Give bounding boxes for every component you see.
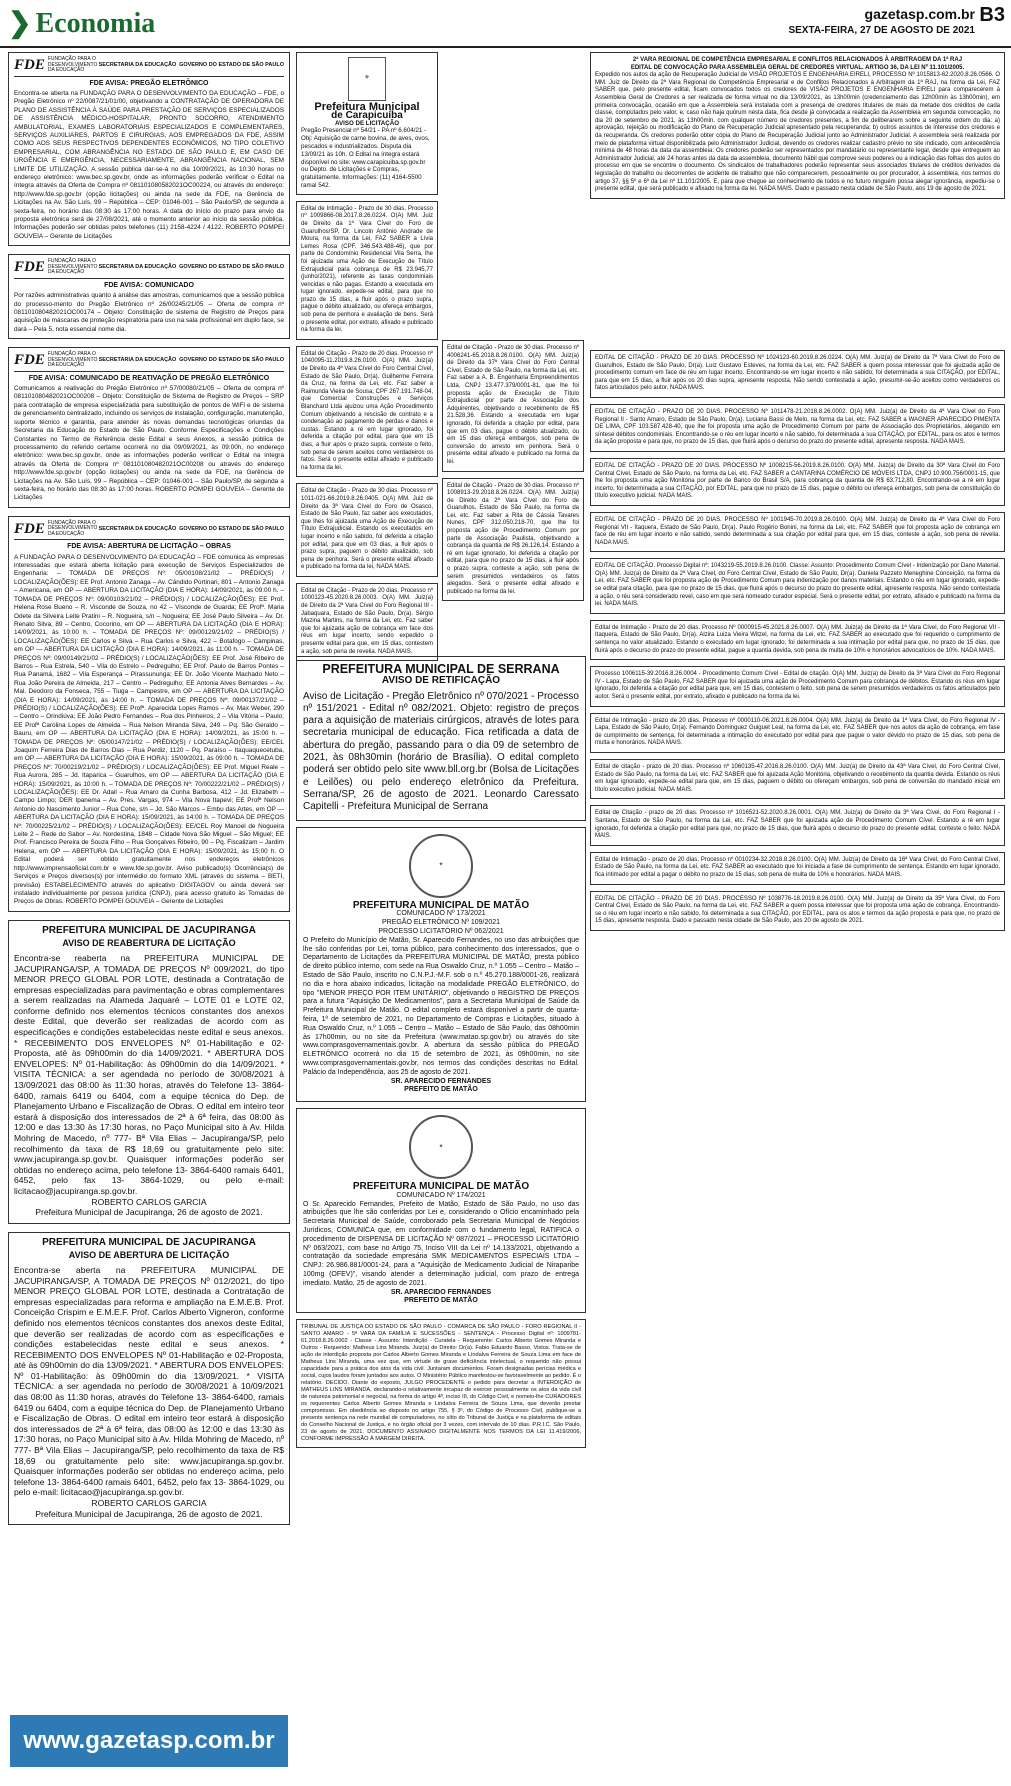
secretaria-label: SECRETARIA DA EDUCAÇÃO [98, 526, 177, 532]
notice-role: PREFEITO DE MATÃO [404, 1297, 478, 1305]
carapicuiba-notice [296, 52, 438, 195]
column-fde [8, 52, 290, 1712]
legal-notice: Edital de Intimação - Prazo de 30 dias. Processo nº 1009866-08.2017.8.26.0224. O(A) MM. Juiz de Direito da 1ª Vara Cível do Foro de Guarulhos/SP, Dr. Lincoln Antônio Andrade de Moura, na forma da Lei, FAZ SABER a Lívia Lemes Rosa (CPF. 346.543.488-46), que por parte de Condomínio Residencial Vila Serra, lhe foi ajuizada uma Ação de Execução de Título Extrajudicial para cobrança de R$ 23.945,77 (junho/2021), referente às taxas condominiais vencidas e não pagas. Estando a executada em lugar ignorado, expede-se edital, para que no prazo de 15 dias, a fluir após o prazo supra, pague o débito atualizado, ou ofereça embargos, sob pena de penhora e avaliação de bens. Será o presente edital, por extrato, afixado e publicado na forma da lei. [296, 201, 438, 340]
notice-role: PREFEITO DE MATÃO [404, 1086, 478, 1094]
legal-notice: EDITAL DE CITAÇÃO. Processo Digital nº: 1043219-55.2019.8.26.0100. Classe: Assunto: Procedimento Comum Cível - Indenização por Dano Material. O(A) MM. Juiz(a) de Direito da 2ª Vara Cível, do Foro Central Cível, Estado de São Paulo, Dr(a). Daniela Pazzeto Meneghine Conceição, na forma da Lei, etc. FAZ SABER que foi proposta ação de Procedimento Comum para indenização por danos materiais. Estando o réu em lugar ignorado, expede-se edital para citação, para que no prazo de 15 dias, que fluirá após o decurso do prazo do presente edital, apresente resposta. Não sendo contestada a ação, o réu será considerado revel, caso em que será nomeado curador especial. Será o presente edital, por extrato, afixado e publicado na forma da lei. NADA MAIS. [590, 558, 1005, 614]
legal-notice: EDITAL DE CITAÇÃO - PRAZO DE 20 DIAS. PROCESSO Nº 1038776-18.2019.8.26.0100. O(A) MM. Juiz(a) de Direito da 35ª Vara Cível, do Foro Central Cível, Estado de São Paulo, na forma da Lei, etc. FAZ SABER a quem possa interessar que foi proposta uma ação de cobrança. Encontrando-se o réu em lugar incerto e não sabido, foi determinada a sua CITAÇÃO, por EDITAL, para os atos e termos da ação proposta e para que, no prazo de 15 dias, apresente resposta. Dado e passado nesta cidade de São Paulo, aos 20 de agosto de 2021. [590, 891, 1005, 931]
notice-body: Aviso de Licitação - Pregão Eletrônico nº 070/2021 - Processo nº 151/2021 - Edital nº 082/2021. Objeto: registro de preços para a aquisição de materiais cirúrgicos, através de lotes para secretaria municipal de educação. Fica retificada a data de abertura do pregão, passando para o dia 09 de setembro de 2021, às 08h30min (horário de Brasília). O edital completo poderá ser obtido pelo site www.bll.org.br (Bolsa de Licitações e Leilões) ou pelo endereço eletrônico da Prefeitura. Serrana/SP, 26 de agosto de 2021. Leonardo Caressato Capitelli - Prefeitura Municipal de Serrana [303, 690, 579, 813]
notice-subtitle: EDITAL DE CONVOCAÇÃO PARA ASSEMBLEIA GERAL DE CREDORES VIRTUAL. ARTIGO 36, DA LEI Nº 11.101/2005. [630, 64, 965, 71]
governo-label: GOVERNO DO ESTADO DE SÃO PAULO [179, 526, 284, 532]
matao-notice [296, 827, 586, 1103]
notice-body: A FUNDAÇÃO PARA O DESENVOLVIMENTO DA EDUCAÇÃO – FDE comunica às empresas interessadas que estará aberta licitação para execução de Serviços Especializados de Engenharia: – TOMADA DE PREÇOS Nº: 05/00108/21/02 – PRÉDIO(S) / LOCALIZAÇÃO(ÕES): EE Prof. Antonio Zanaga – Av. Cândido Portinari, 801 – Antonio Zanaga – Americana, em OP — ABERTURA DA LICITAÇÃO (DIA E HORA): 14/09/2021, às 09:00 h. – TOMADA DE PREÇOS Nº: 09/00103/21/02 – PRÉDIO(S) / LOCALIZAÇÃO(ÕES): EE Prof. Helena Rose Bueno – R. Visconde de Souza, no 42 – Visconde de Guarda; EE Profª. Maria Odete da Silveira Leite Pratini – R. Nogueira, s/n – Nogueira; EE José Paulo Silveira – Av. Dr. Renato Silva, 89 – Centro, Cocorino, em OP — ABERTURA DA LICITAÇÃO (DIA E HORA): 14/09/2021, às 10:00 h. – TOMADA DE PREÇOS Nº: 09/00129/21/02 – PRÉDIO(S) / LOCALIZAÇÃO(ÕES): EE Carlos e Silva – Rua Carlos e Silva, 422 – Botafogo – Campinas, em OP — ABERTURA DA LICITAÇÃO (DIA E HORA): 14/09/2021, às 11:00 h. – TOMADA DE PREÇOS Nº: 09/00149/21/02 – PRÉDIO(S) / LOCALIZAÇÃO(ÕES): EE Prof. José Ribeiro de Barros – Rua Estrela, 540 – Vila do Estrelo – Pedregulho; EE Prof. Paulo de Barros Pontes – Rua Panamá, 1682 – Vila Esperança – Pirassununga; EE Dr. João Vicente Machado Neto – Rua João Pereira de Almeida, 217 – Centro – Pedregulho; EE Antonia Alves Bernardes – Av. Mal. Deodoro da Fonseca, 755 – Tiuga – Campestre, em OP — ABERTURA DA LICITAÇÃO (DIA E HORA): 14/09/2021, às 14:00 h. – TOMADA DE PREÇOS Nº: 09/00137/21/02 – PRÉDIO(S) / LOCALIZAÇÃO(ÕES): EE Profª. Aparecida Lopes Ramos – Av. Max Weber, 290 – Centro – Orindiúva; EE João Pedro Fernandes – Rua dos Pinheiros, 2 – Vila Vitória – Paulo; EE Profª Carolina Lopes de Almeida – Rua Nelson Miranda Silva, 249 – Pq. São Geraldo – Bauru, em OP — ABERTURA DA LICITAÇÃO (DIA E HORA): 14/09/2021, às 15:00 h. – TOMADA DE PREÇOS Nº: 05/00147/21/02 – PRÉDIO(S) / LOCALIZAÇÃO(ÕES): EE/CEL Joaquim Ferreira Dias de Barros Dias – Rua Perdiz, 1120 – Pq. Paraíso – Itaquaquecetuba, em OP — ABERTURA DA LICITAÇÃO (DIA E HORA): 15/09/2021, às 09:00 h. – TOMADA DE PREÇOS Nº: 70/00219/21/02 – PRÉDIO(S) / LOCALIZAÇÃO(ÕES): EE Prof. Miguel Reale – Rua Aurora, 285 – Jd. Itaparica – Guarulhos, em OP — ABERTURA DA LICITAÇÃO (DIA E HORA): 15/09/2021, às 10:00 h. – TOMADA DE PREÇOS Nº: 70/00222/21/02 – PRÉDIO(S) / LOCALIZAÇÃO(ÕES): EE Dr. Adail – Rua Amaro da Cunha Barbosa, 412 – Jd. Elizabeth – Campo Limpo; DER Ipanema – Av. Pres. Vargas, 974 – Vila Nova Itapevi; EE Profª Nelson Antonio do Nascimento Junior – Rua Cohe, s/n – Jd. São Marcos – Embu das Artes, em OP — ABERTURA DA LICITAÇÃO (DIA E HORA): 15/09/2021, às 14:00 h. – TOMADA DE PREÇOS Nº: 70/00225/21/02 – PRÉDIO(S) / LOCALIZAÇÃO(ÕES): EE/CEL Roy Manoel de Nogueira Leite 2 – Rede do Sabor – Av. Nordestina, 1848 – Cidade Nova São Miguel – São Miguel; EE Prof. Francisco Pereira de Souza Filho – Rua Gonçalves Ribeiro, 90 – Pq. Fiscalizam – Jardim Helena, em OP — ABERTURA DA LICITAÇÃO (DIA E HORA): 15/09/2021, às 15:00 h. O Edital poderá ser obtido gratuitamente nos endereços eletrônicos http://www.imprensaoficial.com.br e www.fde.sp.gov.br. Aviso publicado(s) Ocorrência(s) de Serviços e Preços diversos(s) por intermédio do formato XML (através do sistema – BETI, previsão) ESTABELECIMENTO através do aplicativo DIGITAGOV ou ainda deverá ser instalado individualmente por pessoa jurídica (CNPJ), para acesso gratuito às Tomadas de Preços de Obras. ROBERTO POMPEI GOUVEIA – Gerente de Licitações [14, 553, 284, 906]
legal-notice: EDITAL DE CITAÇÃO - PRAZO DE 20 DIAS. PROCESSO Nº 1008215-56.2019.8.26.0100. O(A) MM. Juiz(a) de Direito da 30ª Vara Cível do Foro Central Cível, Estado de São Paulo, na forma da Lei, etc. FAZ SABER a CANTARINA COMÉRCIO DE MÓVEIS LTDA, CNPJ 10.900.756/0001-15, que lhe foi proposta uma ação Monitória por parte de Banco do Brasil S/A, para cobrança da quantia de R$ 63.712,80. Encontrando-se a ré em lugar incerto, foi determinada a sua CITAÇÃO, por EDITAL, para que no prazo de 15 dias, pague o débito ou ofereça embargos, sob pena de constituição do título executivo judicial. NADA MAIS. [590, 458, 1005, 506]
column-center [296, 656, 586, 1776]
fde-notice [8, 52, 290, 246]
jacupiranga-notice [8, 920, 290, 1224]
page-number: B3 [979, 4, 1005, 26]
fde-logo: FDE [14, 352, 45, 369]
carapicuiba-crest-icon: ⚜ [348, 57, 386, 101]
notice-title: FDE AVISA: PREGÃO ELETRÔNICO [89, 79, 209, 87]
chevron-right-icon: ❯ [8, 8, 32, 39]
notice-body: Encontra-se reaberta na PREFEITURA MUNICIPAL DE JACUPIRANGA/SP, A TOMADA DE PREÇOS Nº 009/2021, do tipo MENOR PREÇO GLOBAL POR LOTE, destinada a Contratação de empresas especializadas para pavimentação e obras complementares a serem realizadas na Alameda Jaquaré – LOTE 01 e LOTE 02, conforme definido nos elementos técnicos constantes dos anexos deste Edital, que deverão ser realizadas de acordo com as especificações e condições estabelecidas neste edital e seus anexos. * RECEBIMENTO DOS ENVELOPES Nº 01-Habilitação e 02-Proposta, até às 09h00min do dia 14/09/2021. * ABERTURA DOS ENVELOPES: Nº 01-Habilitação: às 09h00min do dia 14/09/2021. * VISITA TÉCNICA: a ser agendada no período de 30/08/2021 à 13/09/2021 das 08:00 às 11:30 horas, através do Telefone 13- 3864-6400, ramais 6419 ou 6404, com a equipe técnica do Dep. de Planejamento Urbano e Fiscalização de Obras. O edital em inteiro teor estará à disposição dos interessados de 2ª à 6ª feira, das 08:00 às 12:00 e das 13:30 às 17:30 horas, no Paço Municipal sito à Av. Hilda Mohring de Macedo, nº 777- Bª Vila Elias – Jacupiranga/SP, pelo recolhimento da taxa de R$ 18,69 ou gratuitamente pelo site: www.jacupiranga.sp.gov.br. Quaisquer informações poderão ser obtidas no endereço acima, pelo telefone 13- 3864-6400 ramais 6401, 6452, pelo fax 13- 3864-1029, ou pelo e-mail: licitacao@jacupiranga.sp.gov.br. [14, 952, 284, 1196]
matao-seal-icon: ✦ [409, 834, 473, 898]
legal-notice: EDITAL DE CITAÇÃO - PRAZO DE 20 DIAS. PROCESSO Nº 1011478-21.2018.8.26.0002. O(A) MM. Juiz(a) de Direito da 4ª Vara Cível do Foro Regional II - Santo Amaro, Estado de São Paulo, Dr(a). Luciana Bassi de Melo, na forma da Lei, etc. FAZ SABER a WAGNER APARECIDO PIMENTA DE LIMA, CPF 103.587.428-40, que lhe foi proposta uma ação de Procedimento Comum por parte de Associação dos Proprietários, alegando em síntese débitos condominiais. Encontrando-se o réu em lugar incerto e não sabido, foi determinada a sua CITAÇÃO, por EDITAL, para os atos e termos da ação proposta e para que, no prazo de 15 dias, que fluirá após o decurso do prazo do presente edital, apresente resposta. NADA MAIS. [590, 404, 1005, 452]
notice-subtitle: AVISO DE RETIFICAÇÃO [381, 675, 501, 687]
fde-logo-row [14, 352, 284, 372]
governo-label: GOVERNO DO ESTADO DE SÃO PAULO [179, 357, 284, 364]
notice-body: O Sr. Aparecido Fernandes, Prefeito de Matão, Estado de São Paulo, no uso das atribuições que lhe são conferidas por Lei e, considerando o Ofício encaminhado pela Secretaria Municipal de Saúde, corroborado pela Secretaria Municipal de Negócios Jurídicos, COMUNICA que, em conformidade com o fundamento legal, RATIFICA o procedimento de DISPENSA DE LICITAÇÃO Nº 087/2021 – PROCESSO LICITATÓRIO Nº 063/2021, com base no Artigo 75, Inciso VIII da Lei nº 14.133/2021, objetivando a contratação da sociedade empresária SMK MEDICAMENTOS ESPECIAIS LTDA – CNPJ: 26.986.881/0001-24, para a "Aquisição de Medicamento Judicial de Niraparibe 100mg (OFEV)", visando atender a determinação judicial, com prazo de entrega imediato. Matão, 25 de agosto de 2021. [303, 1200, 579, 1287]
jacupiranga-notice [8, 1232, 290, 1525]
column-right [590, 350, 1005, 1776]
site-banner[interactable]: www.gazetasp.com.br [10, 1715, 288, 1767]
page-header [0, 0, 1011, 48]
matao-seal-icon: ✦ [409, 1115, 473, 1179]
notice-title: PREFEITURA MUNICIPAL DE SERRANA [322, 662, 560, 676]
governo-label: GOVERNO DO ESTADO DE SÃO PAULO [179, 62, 284, 69]
notice-title: PREFEITURA MUNICIPAL DE MATÃO [352, 899, 530, 911]
fde-logo-sub: FUNDAÇÃO PARA O DESENVOLVIMENTO DA EDUCAÇÃO [47, 56, 98, 73]
fde-logo: FDE [14, 57, 45, 74]
legal-notice: Edital de Citação - prazo de 20 dias. Processo nº 1016521-52.2020.8.26.0001. O(A) MM. Juiz(a) de Direito da 3ª Vara Cível, do Foro Regional I - Santana, Estado de São Paulo, na forma da Lei, etc. FAZ SABER que foi ajuizada ação de Procedimento Comum Cível. Estando a ré em lugar ignorado, foi deferida a citação por edital para que, no prazo de 15 dias, que fluirá após o decurso do prazo do presente edital, conteste o feito. NADA MAIS. [590, 805, 1005, 845]
notice-title: 2ª VARA REGIONAL DE COMPETÊNCIA EMPRESARIAL E CONFLITOS RELACIONADOS À ARBITRAGEM DA 1ª RAJ [632, 57, 963, 63]
notice-title: PREFEITURA MUNICIPAL DE MATÃO [352, 1181, 530, 1193]
fde-notice [8, 254, 290, 339]
notice-title: FDE AVISA: COMUNICADO [104, 281, 194, 289]
notice-body: O Prefeito do Município de Matão, Sr. Aparecido Fernandes, no uso das atribuições que lhe são conferidas por Lei, torna público, para conhecimento dos interessados, que o Departamento de Licitações da PREFEITURA MUNICIPAL DE MATÃO, presta público de direito público interno, com sede na Rua Oswaldo Cruz, n.º 1.055 – Centro – Matão – Estado de São Paulo, inscrito no C.N.P.J.-M.F. sob o n.º 45.270.188/0001-26, realizará no dia e hora abaixo indicados, licitação na modalidade PREGÃO ELETRÔNICO, do tipo "MENOR PREÇO POR ITEM UNITÁRIO", objetivando o REGISTRO DE PREÇOS para a futura "Aquisição De Medicamentos", para a Secretaria Municipal de Saúde da Prefeitura Municipal de Matão. O edital completo estará disponível a partir de quarta-feira, 1º de setembro de 2021, no Departamento de Compras e Licitações, situado à Rua Oswaldo Cruz, n.º 1.055 – Centro – Matão – Estado de São Paulo, das 08h00min às 17h00min, ou no site da Prefeitura (www.matao.sp.gov.br) ou através do site www.comprasgovernamentais.gov.br. A abertura da sessão pública do PREGÃO ELETRÔNICO ocorrerá no dia 15 de setembro de 2021, às 09h00min, no site www.comprasgovernamentais.gov.br, nos termos das condições descritas no Edital. Palácio da Independência, aos 25 de agosto de 2021. [303, 936, 579, 1076]
legal-notice: Processo 1006115-39.2016.8.26.0004 - Procedimento Comum Cível - Edital de citação. O(A) MM. Juiz(a) de Direito da 3ª Vara Cível do Foro Regional IV - Lapa, Estado de São Paulo, FAZ SABER que foi ajuizada uma ação de Procedimento Comum para cobrança de débitos. Estando os réus em lugar ignorado, foi deferida a citação por edital para que, em 15 dias, contestem o feito, sob pena de serem presumidos verdadeiros os fatos articulados pelo autor. Será o presente edital, por extrato, afixado e publicado na forma da lei. [590, 666, 1005, 706]
legal-notice: Edital de Intimação - prazo de 20 dias. Processo nº 0000110-06.2021.8.26.0004. O(A) MM. Juiz(a) de Direito da 1ª Vara Cível, do Foro Regional IV - Lapa, Estado de São Paulo, Dr(a). Fernando Dominguez Guiguet Leal, na forma da Lei, etc. FAZ SABER que nos autos da ação de cobrança, em fase de cumprimento de sentença, foi determinada a intimação do executado por edital para que pague o valor devido no prazo de 15 dias, sob pena de multa e honorários. NADA MAIS. [590, 713, 1005, 753]
notice-sub-1: COMUNICADO Nº 174/2021 [396, 1191, 486, 1199]
notice-signer: SR. APARECIDO FERNANDES [390, 1077, 492, 1085]
fde-logo-sub: FUNDAÇÃO PARA O DESENVOLVIMENTO DA EDUCAÇÃO [47, 351, 98, 369]
legal-notice: Edital de citação - prazo de 20 dias. Processo nº 1060135-47.2016.8.26.0100. O(A) MM. Juiz(a) de Direito da 43ª Vara Cível, do Foro Central Cível, Estado de São Paulo, na forma da Lei, etc. FAZ SABER que foi ajuizada Ação Monitória, objetivando o recebimento da quantia devida. Estando os réus em lugar ignorado, expede-se edital para que, em 15 dias, paguem o débito ou ofereçam embargos, sob pena de conversão do mandado inicial em título executivo judicial. NADA MAIS. [590, 759, 1005, 799]
fde-logo-row [14, 57, 284, 77]
fde-logo: FDE [14, 520, 45, 537]
governo-label: GOVERNO DO ESTADO DE SÃO PAULO [179, 264, 284, 271]
notice-subtitle: AVISO DE REABERTURA DE LICITAÇÃO [62, 938, 236, 949]
legal-notice: Edital de Citação - Prazo de 20 dias. Processo nº 1040095-11.2019.8.26.0100. O(A) MM. Juiz(a) de Direito da 4ª Vara Cível do Foro Central Cível, Estado de São Paulo, Dr(a). Guilherme Ferreira da Cruz, na forma da Lei, etc. Faz saber a Raimunda Vieira de Sousa, CPF 267.191.748-04, que Comercial Construções e Serviços Blanchard Ltda ajuizou uma Ação Procedimento Comum objetivando a rescisão de contrato e a condenação ao pagamento de perdas e danos e custas. Estando a ré em lugar ignorado, foi deferida a citação por edital, para que em 15 dias, a fluir após o prazo supra, conteste o feito, sob pena de serem aceitos como verdadeiros os fatos. Será o presente edital afixado e publicado na forma da lei. [296, 346, 438, 478]
fde-logo-row [14, 521, 284, 541]
secretaria-label: SECRETARIA DA EDUCAÇÃO [98, 62, 177, 69]
notice-footer: Prefeitura Municipal de Jacupiranga, 26 de agosto de 2021. [35, 1508, 263, 1519]
site-url[interactable]: gazetasp.com.br [864, 6, 975, 22]
notice-sub-1: COMUNICADO Nº 173/2021 [396, 910, 486, 918]
notice-sub-2: PREGÃO ELETRÔNICO Nº 109/2021 [381, 919, 501, 927]
secretaria-label: SECRETARIA DA EDUCAÇÃO [98, 264, 177, 271]
notice-signer: ROBERTO CARLOS GARCIA [91, 1498, 207, 1508]
legal-notice: EDITAL DE CITAÇÃO - PRAZO DE 20 DIAS. PROCESSO Nº 1001945-70.2019.8.26.0100. O(A) MM. Juiz(a) de Direito da 4ª Vara Cível do Foro Regional VII - Itaquera, Estado de São Paulo, Dr(a). Paulo Rogério Bonini, na forma da Lei, etc. FAZ SABER que foi proposta ação de cobrança em face de réu em lugar incerto e não sabido, sendo determinada a sua citação por edital para que, em 15 dias, conteste a ação, sob pena de revelia. NADA MAIS. [590, 512, 1005, 552]
notice-subtitle: AVISO DE LICITAÇÃO [334, 119, 400, 127]
section-title [8, 6, 155, 40]
column-vara [590, 52, 1005, 342]
notice-body: Encontra-se aberta na PREFEITURA MUNICIPAL DE JACUPIRANGA/SP, A TOMADA DE PREÇOS Nº 012/2021, do tipo MENOR PREÇO GLOBAL POR LOTE, destinada a Contratação de empresas especializadas para reforma e ampliação na E.M.E.B. Prof. Conceição Crispim e E.M.E.F. Prof. Carlos Alberto Vigneron, conforme definido nos elementos técnicos constantes dos anexos deste Edital, que deverão ser realizadas de acordo com as especificações e condições estabelecidas neste edital e seus anexos. * RECEBIMENTO DOS ENVELOPES Nº 01-Habilitação e 02-Proposta, até às 09h00min do dia 13/09/2021. * ABERTURA DOS ENVELOPES: Nº 01-Habilitação: às 09h00min do dia 13/09/2021. * VISITA TÉCNICA: a ser agendada no período de 30/08/2021 à 10/09/2021 das 08:00 às 11:30 horas, através do Telefone 13- 3864-6400, ramais 6419 ou 6404, com a equipe técnica do Dep. de Planejamento Urbano e Fiscalização de Obras. O edital em inteiro teor estará à disposição dos interessados de 2ª à 6ª feira, das 08:00 às 12:00 e das 13:30 às 17:30 horas, no Paço Municipal sito à Av. Hilda Mohring de Macedo, nº 777- Bª Vila Elias – Jacupiranga/SP, pelo recolhimento da taxa de R$ 18,69 ou gratuitamente pelo site: www.jacupiranga.sp.gov.br. Quaisquer informações poderão ser obtidas no endereço acima, pelo telefone 13- 3864-6400 ramais 6401, 6452, pelo fax 13- 3864-1029, ou pelo e-mail: licitacao@jacupiranga.sp.gov.br. [14, 1264, 284, 1498]
tribunal-notice: TRIBUNAL DE JUSTIÇA DO ESTADO DE SÃO PAULO - COMARCA DE SÃO PAULO - FORO REGIONAL II - SANTO AMARO - 5ª VARA DA FAMÍLIA E SUCESSÕES - SENTENÇA - Processo Digital nº: 1009781-61.2018.8.26.0002 - Classe - Assunto: Interdição - Curatela - Requerente: Carlos Alberto Gomes Miranda e Outros - Requerido: Matheus Lins Miranda. Juiz(a) de Direito: Dr(a). Fabio Eduardo Basso. Vistos. Trata-se de ação de interdição proposta por Carlos Alberto Gomes Miranda e Lindalva Ferreira de Souza Lima em face de Matheus Lins Miranda, uma vez que, em virtude de grave deficiência intelectual, o requerido não possui capacidade para a prática dos atos da vida civil. Juntaram documentos. Foram designadas perícias médica e social, cujos laudos foram juntados aos autos. O Ministério Público manifestou-se favoravelmente ao pedido. É o relatório. DECIDO. Diante do exposto, JULGO PROCEDENTE o pedido para decretar a INTERDIÇÃO de MATHEUS LINS MIRANDA, declarando-o relativamente incapaz de exercer pessoalmente os atos da vida civil de natureza patrimonial e negocial, na forma do artigo 4º, inciso III, do Código Civil, e nomeio-lhe CURADORES os requerentes Carlos Alberto Gomes Miranda e Lindalva Ferreira de Souza Lima, que deverão prestar compromisso. Em obediência ao disposto no artigo 755, § 3º, do Código de Processo Civil, publique-se a presente sentença na rede mundial de computadores, no sítio do Tribunal de Justiça e na plataforma de editais do Conselho Nacional de Justiça, e no órgão oficial por 3 vezes, com intervalo de 10 dias. P.R.I.C. São Paulo, 23 de agosto de 2021. DOCUMENTO ASSINADO DIGITALMENTE NOS TERMOS DA LEI 11.419/2006, CONFORME IMPRESSÃO À MARGEM DIREITA. [296, 1319, 586, 1448]
notice-title: PREFEITURA MUNICIPAL DE JACUPIRANGA [42, 1236, 256, 1248]
section-label: Economia [35, 8, 156, 39]
vara-notice [590, 52, 1005, 199]
matao-notice [296, 1108, 586, 1313]
legal-notice: Edital de Citação - Prazo de 30 dias. Processo nº 1011-021-66.2019.8.26.0405. O(A) MM. Juiz de Direito da 3ª Vara Cível do Foro de Osasco, Estado de São Paulo, faz saber aos executados, que lhes foi ajuizada uma Ação de Execução de Título Extrajudicial. Estando os executados em lugar incerto e não sabido, foi deferida a citação por edital, para que em 03 dias, a fluir após o prazo supra, paguem o débito atualizado, sob pena de penhora. Será o presente edital afixado e publicado na forma da lei, NADA MAIS. [296, 483, 438, 577]
notice-body: Encontra-se aberta na FUNDAÇÃO PARA O DESENVOLVIMENTO DA EDUCAÇÃO – FDE, o Pregão Eletrônico nº 22/0087/21/01/00, objetivando a CONTRATAÇÃO DE OPERADORA DE PLANO DE ASSISTÊNCIA À SAÚDE PARA PRESTAÇÃO DE SERVIÇOS ESPECIALIZADOS DE ASSISTÊNCIA MÉDICO-HOSPITALAR, PRONTO SOCORRO, ATENDIMENTO AMBULATORIAL, EXAMES LABORATORIAIS ESPECIALIZADOS E COMPLEMENTARES, SERVIÇOS AUXILIARES, PARTOS E CIRURGIAS, AOS EMPREGADOS DA FDE, ASSIM COMO AOS SEUS RESPECTIVOS DEPENDENTES ECONÔMICOS, NO TIPO COLETIVO EMPRESARIAL, COM ABRANGÊNCIA NO ESTADO DE SÃO PAULO E, EM CASO DE URGÊNCIA E EMERGÊNCIA, NECESSARIAMENTE, ABRANGÊNCIA NACIONAL, SEM LIMITE DE UTILIZAÇÃO. A sessão pública dar-se-á no dia 10/09/2021, às 10:30 horas no endereço eletrônico: www.bec.sp.gov.br, onde as informações poderão verificar o Edital na íntegra através da Oferta de Compra nº 081101080582021OC00224, ou através do endereço: http://www.fde.sp.gov.br (opção licitações) ou ainda na sede da FDE, na Gerência de Licitações na Av. São Luís, 99 – República – CEP: 01046-001 – São Paulo/SP, de segunda a sexta-feira, no horário das 08:30 às 17:00 horas. A data do início do prazo para envio da proposta eletrônica será de 27/08/2021, até o momento anterior ao início da sessão pública. Informações poderão ser obtidas pelos telefones (11) 2158-4224 / 4122. ROBERTO POMPEI GOUVEIA – Gerente de Licitações [14, 89, 284, 240]
legal-notice: EDITAL DE CITAÇÃO - PRAZO DE 20 DIAS. PROCESSO Nº 1024123-60.2019.8.26.0224. O(A) MM. Juiz(a) de Direito da 7ª Vara Cível do Foro de Guarulhos, Estado de São Paulo, Dr(a). Luiz Gustavo Esteves, na forma da Lei, etc. FAZ SABER a quem possa interessar que foi ajuizada ação de procedimento comum em face de réu em lugar incerto. Encontrando-se em lugar incerto e não sabido, foi determinada a sua CITAÇÃO, por EDITAL, para que em 15 dias, a fluir após os 20 dias supra, apresente resposta. Não sendo contestada a ação, presumir-se-ão aceitos como verdadeiros os fatos articulados pelo autor. NADA MAIS. [590, 350, 1005, 398]
notice-title: FDE AVISA: ABERTURA DE LICITAÇÃO – OBRAS [67, 543, 231, 551]
legal-notice: Edital de Citação - Prazo de 20 dias. Processo nº 1000123-45.2020.8.26.0003. O(A) MM. Juiz(a) de Direito da 2ª Vara Cível do Foro Regional III - Jabaquara, Estado de São Paulo, Dr(a). Sérgio Mazina Martins, na forma da Lei, etc. Faz saber que foi ajuizada ação de cobrança em face dos réus em lugar incerto, sendo expedido o presente edital para que, em 15 dias, contestem a ação, sob pena de revelia. NADA MAIS. [296, 583, 438, 661]
legal-notice: Edital de Intimação - Prazo de 20 dias. Processo Nº 0000915-45.2021.8.26.0007. O(A) MM. Juiz(a) de Direito da 1ª Vara Cível, do Foro Regional VII - Itaquera, Estado de São Paulo, Dr(a). Alzira Luiza Vieira Witzel, na forma da Lei, etc. FAZ SABER ao executado que foi requerido o cumprimento de sentença no valor atualizado. Estando o executado em lugar ignorado, foi determinada a sua intimação por edital para que, no prazo de 15 dias, que fluirá após o decurso do prazo do presente edital, pague a quantia devida, sob pena de multa de 10% e honorários advocatícios de 10%. NADA MAIS. [590, 620, 1005, 660]
issue-date: SEXTA-FEIRA, 27 DE AGOSTO DE 2021 [788, 25, 975, 36]
notice-footer: Prefeitura Municipal de Jacupiranga, 26 de agosto de 2021. [35, 1207, 263, 1218]
fde-logo: FDE [14, 259, 45, 276]
notice-title: Prefeitura Municipal [314, 101, 420, 113]
serrana-notice [296, 656, 586, 821]
notice-body: Pregão Presencial nº 54/21 - PA nº 6.604/21 - Obj: Aquisição de carne bovina, de aves, ovos, pescados e industrializados. Disputa dia 13/09/21 às 10h. O Edital na íntegra estará disponível no site: www.carapicuiba.sp.gov.br ou Depto. de Licitações e Compras, gratuitamente. Informações: (11) 4164-5500 ramal 542. [301, 127, 430, 189]
legal-notice: Edital de Citação - Prazo de 30 dias. Processo nº 4006241-65.2018.8.26.0100. O(A) MM. Juiz(a) de Direito da 37ª Vara Cível do Foro Central Cível, Estado de São Paulo, na forma da Lei, etc. Faz saber a A. B. Engenharia Empreendimentos Ltda, CNPJ 13.477.379/0001-81, que lhe foi proposta ação de Execução de Título Extrajudicial por parte de Associação dos Adquirentes, objetivando o recebimento de R$ 21.528,36. Estando a executada em lugar ignorado, foi deferida a citação por edital, para que em 03 dias, pague o débito atualizado, ou em 15 dias ofereça embargos, sob pena de conversão do arresto em penhora. Será o presente edital afixado e publicado na forma da lei. [442, 340, 584, 472]
fde-logo-sub: FUNDAÇÃO PARA O DESENVOLVIMENTO DA EDUCAÇÃO [47, 258, 98, 276]
notice-title: PREFEITURA MUNICIPAL DE JACUPIRANGA [42, 924, 256, 936]
secretaria-label: SECRETARIA DA EDUCAÇÃO [98, 357, 177, 364]
fde-logo-sub: FUNDAÇÃO PARA O DESENVOLVIMENTO DA EDUCAÇÃO [47, 519, 98, 537]
legal-notice: Edital de Intimação - prazo de 20 dias. Processo nº 0010234-32.2018.8.26.0100. O(A) MM. Juiz(a) de Direito da 16ª Vara Cível, do Foro Central Cível, Estado de São Paulo, na forma da Lei, etc. FAZ SABER ao executado que foi iniciada a fase de cumprimento de sentença. Estando em lugar ignorado, fica intimado por edital a pagar o débito no prazo de 15 dias, sob pena de multa de 10% e honorários. NADA MAIS. [590, 852, 1005, 885]
fde-notice [8, 516, 290, 912]
fde-notice [8, 347, 290, 508]
notice-body: Por razões administrativas quanto à análise das amostras, comunicamos que a sessão pública do processo-mento do Pregão Eletrônico nº 26/00245/21/05 – Oferta de compra nº 081101080482021OC00174 – Objeto: Constituição de sistema de Registro de Preços para aquisição de máscaras de proteção respiratória para uso na sala profissional em duplo face, se dará – Pela 5, nota essencial nome dia. [14, 292, 284, 333]
notice-signer: SR. APARECIDO FERNANDES [390, 1288, 492, 1296]
notice-sub-3: PROCESSO LICITATÓRIO Nº 062/2021 [378, 927, 504, 935]
notice-body: Comunicamos a reativação do Pregão Eletrônico nº 57/00080/21/05 – Oferta de compra nº 081101080482021OC00208 – Objeto: Constituição de Sistema de Registro de Preços – SRP para contratação de empresa especializada para substituição de pontos de WiFi e de sistema de gerenciamento centralizado, incluindo os serviços de instalação, configuração, manutenção, suporte técnico e garantia, para atender às novas demandas tecnológicas oriundas da Secretaria da Educação do Estado de São Paulo. Conforme Especificações e Condições Constantes no Termo de Referência deste Edital e seus Anexos, a sessão pública de processamento do referido certame ocorrerá no dia 09/09/2021, às 09:00h, no endereço eletrônico: www.bec.sp.gov.br, onde as informações poderão verificar o Edital na íntegra através da Oferta de Compra nº 081101080482021OC00208 ou através do endereço http://www.fde.sp.gov.br (opção licitações) ou ainda na sede da FDE, na Gerência de Licitações na Av. São Luís, 99 – República – CEP: 01046-001 – São Paulo/SP, de segunda a sexta-feira, no horário das 08:30 às 17:00 horas. ROBERTO POMPEI GOUVEIA – Gerente de Licitações [14, 385, 284, 502]
notice-title-2: de Carapicuíba [331, 109, 403, 121]
notice-subtitle: AVISO DE ABERTURA DE LICITAÇÃO [68, 1250, 230, 1261]
notice-signer: ROBERTO CARLOS GARCIA [91, 1196, 207, 1207]
notice-title: FDE AVISA: COMUNICADO DE REATIVAÇÃO DE PREGÃO ELETRÔNICO [28, 374, 270, 382]
legal-notice: Edital de Citação - Prazo de 30 dias. Processo nº 1008913-29.2018.8.26.0224. O(A) MM. Juiz(a) de Direito da 2ª Vara Cível do Foro de Guarulhos, Estado de São Paulo, na forma da Lei, etc. Faz saber a Rita de Cássia Tavares Nunes, CPF 312.050.218-70, que lhe foi proposta ação de Procedimento Comum por parte de Associação Paulista, objetivando a cobrança da quantia de R$ 26.126,14. Estando a ré em lugar ignorado, foi deferida a citação por edital, para que no prazo de 15 dias, a fluir após o prazo supra, conteste a ação, sob pena de serem presumidos verdadeiros os fatos alegados. Será o presente edital afixado e publicado na forma da lei. [442, 478, 584, 602]
fde-logo-row [14, 259, 284, 279]
notice-body: Expedido nos autos da ação de Recuperação Judicial de VISÃO PROJETOS E ENGENHARIA EIRELI, PROCESSO Nº 1015813-62.2020.8.26.0566. O MM. Juiz de Direito da 2ª Vara Regional de Competência Empresarial e de Conflitos Relacionados à Arbitragem da 1ª RAJ, na forma da Lei, FAZ SABER que, pelo presente edital, ficam convocados todos os credores de VISÃO PROJETOS E ENGENHARIA EIRELI para comparecerem à Assembleia Geral de Credores a ser realizada de forma virtual no dia 13/09/2021, às 13h00min (credenciamento das 12h00min às 13h00min), em primeira convocação, ocasião em que a Assembleia será instalada com a presença de credores titulares de mais da metade dos créditos de cada classe, computados pelo valor, e, caso não haja quórum nesta data, fica desde já convocada a realização da Assembleia em segunda convocação, no dia 20 de setembro de 2021, às 13h00min, com qualquer número de credores presentes, a fim de deliberarem sobre a seguinte ordem do dia: a) aprovação, rejeição ou modificação do Plano de Recuperação Judicial apresentado pela recuperanda; b) outros assuntos de interesse dos credores e da recuperanda. Os credores poderão obter cópia do Plano de Recuperação Judicial junto ao Administrador Judicial. A assembleia será realizada por meio de plataforma virtual disponibilizada pelo Administrador Judicial, devendo os credores realizar cadastro prévio no site indicado, com antecedência mínima de 48 horas da data da assembleia. Os credores poderão ser representados por mandatário ou representante legal, desde que entreguem ao Administrador Judicial, até 24 horas antes da data da assembleia, documento hábil que comprove seus poderes ou a indicação das folhas dos autos do processo em que se encontre o documento. Os sindicatos de trabalhadores poderão representar seus associados titulares de créditos derivados da legislação do trabalho ou decorrentes de acidente de trabalho que não comparecerem, pessoalmente ou por procurador, à assembleia, nos termos do artigo 37, §§ 5º e 6º da Lei nº 11.101/2005. E, para que chegue ao conhecimento de todos e no futuro ninguém possa alegar ignorância, expediu-se o presente edital, que será publicado e afixado na forma da lei. NADA MAIS. Dado e passado nesta cidade de São Paulo, aos 19 de agosto de 2021. [595, 72, 1000, 193]
